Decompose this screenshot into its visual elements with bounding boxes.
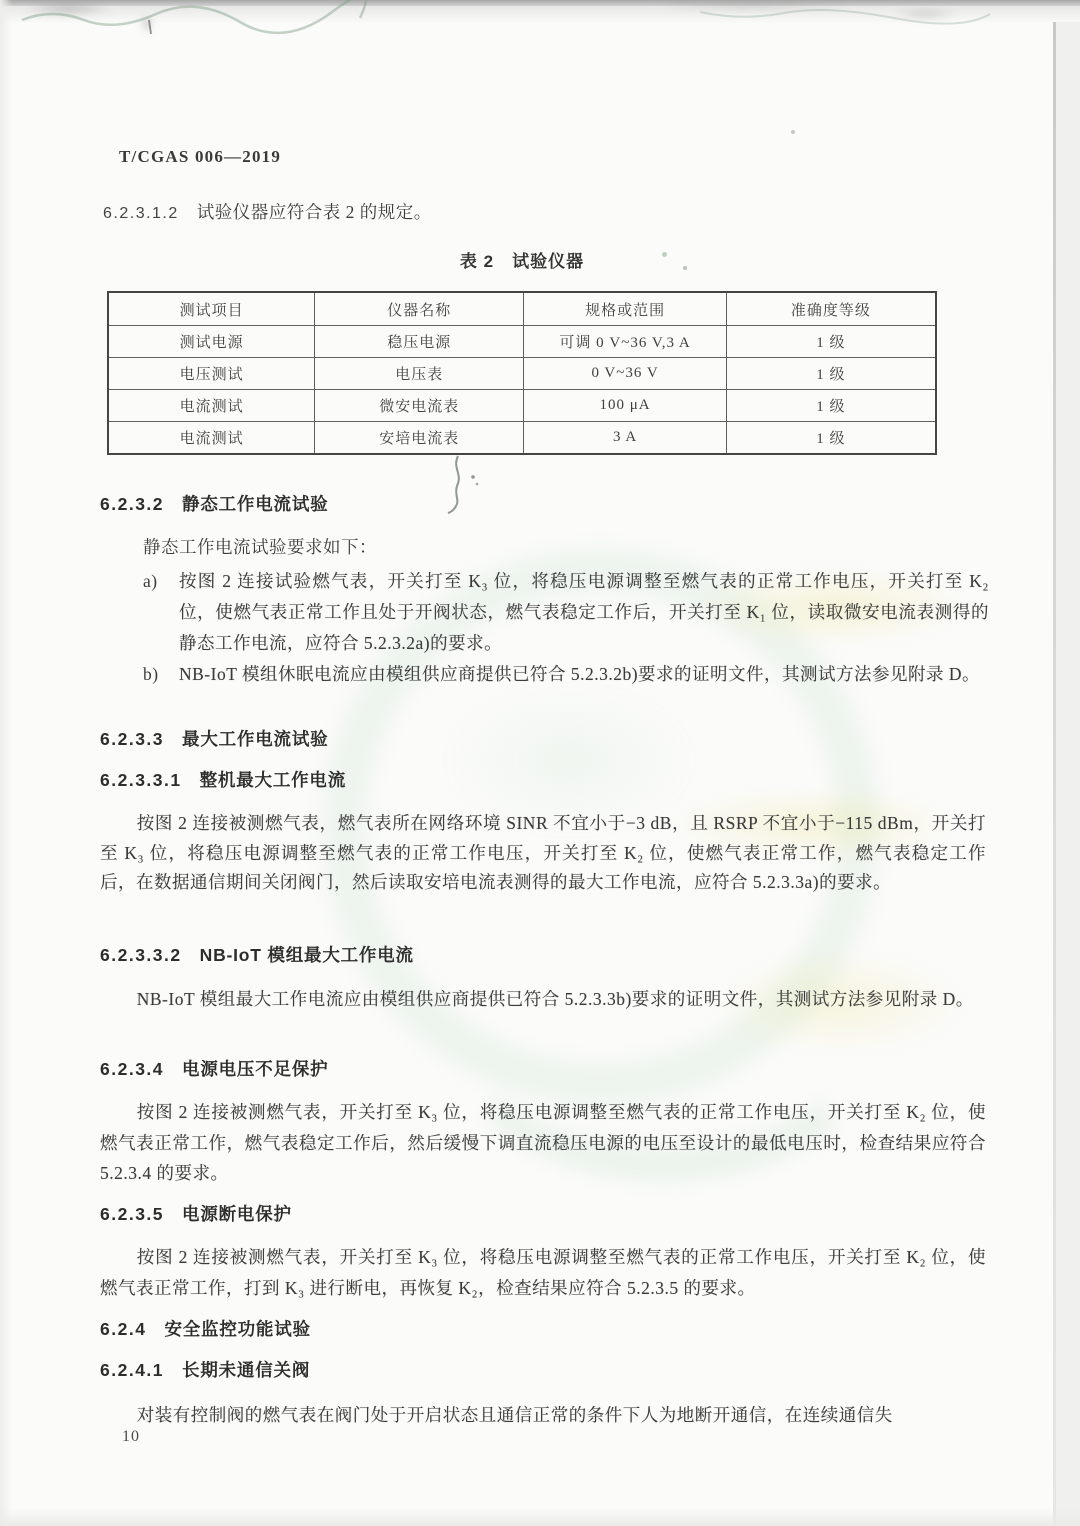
- table-row: [108, 390, 936, 422]
- heading-number: 6.2.3.4: [100, 1059, 165, 1079]
- table-cell: 1 级: [726, 390, 936, 422]
- table-cell: 可调 0 V~36 V,3 A: [524, 326, 726, 358]
- table-cell: 1 级: [726, 422, 936, 455]
- col-header: 规格或范围: [524, 292, 726, 326]
- test-instruments-table: [107, 291, 937, 455]
- heading-number: 6.2.4: [100, 1319, 147, 1339]
- heading-number: 6.2.3.5: [100, 1204, 165, 1224]
- scan-right-margin: [1056, 22, 1080, 1526]
- heading-number: 6.2.3.3: [100, 729, 165, 749]
- table-cell: 微安电流表: [315, 390, 524, 422]
- heading-6-2-3-3: [100, 726, 328, 751]
- col-header: 测试项目: [108, 292, 315, 326]
- list-item-b: [143, 659, 989, 690]
- heading-title: 长期未通信关阀: [182, 1360, 311, 1380]
- scan-right-edge: [1053, 22, 1056, 1526]
- table-cell: 3 A: [524, 422, 726, 455]
- heading-number: 6.2.3.3.1: [100, 770, 182, 790]
- scan-bottom-edge: [0, 1508, 1080, 1526]
- para-6-2-4-1: 对装有控制阀的燃气表在阀门处于开启状态且通信正常的条件下人为地断开通信，在连续通信失: [136, 1405, 893, 1425]
- para-6-2-3-4: 按图 2 连接被测燃气表，开关打至 K₃ 位，将稳压电源调整至燃气表的正常工作电压，开关打至 K₂ 位，使燃气表正常工作，燃气表稳定工作后，然后缓慢下调直流稳压电源的电压至设计的最低电压时，检查结果应符合 5.2.3.4 的要求。: [100, 1102, 986, 1183]
- top-scribble-marks: [0, 0, 1080, 52]
- table-cell: 0 V~36 V: [524, 358, 726, 390]
- table-cell: 电流测试: [108, 390, 315, 422]
- clause-number: 6.2.3.1.2: [103, 205, 179, 222]
- heading-title: NB-IoT 模组最大工作电流: [199, 945, 414, 965]
- para-6-2-3-5: 按图 2 连接被测燃气表，开关打至 K₃ 位，将稳压电源调整至燃气表的正常工作电压，开关打至 K₂ 位，使燃气表正常工作，打到 K₃ 进行断电，再恢复 K₂，检查结果应符合 5.2.3.5 的要求。: [100, 1247, 986, 1298]
- table-cell: 1 级: [726, 358, 936, 390]
- para-6-2-3-2-intro: 静态工作电流试验要求如下：: [143, 537, 377, 557]
- para-6-2-3-3-2: NB-IoT 模组最大工作电流应由模组供应商提供已符合 5.2.3.3b)要求的证明文件，其测试方法参见附录 D。: [136, 989, 974, 1009]
- heading-6-2-3-5: [100, 1201, 292, 1226]
- table-cell: 1 级: [726, 326, 936, 358]
- table-cell: 电压测试: [108, 358, 315, 390]
- scan-left-edge: [0, 0, 12, 1526]
- heading-title: 最大工作电流试验: [182, 729, 329, 749]
- heading-6-2-3-2: [100, 491, 328, 516]
- heading-6-2-4: [100, 1316, 311, 1341]
- clause-6-2-3-1-2: [103, 199, 432, 224]
- table-cell: 电压表: [315, 358, 524, 390]
- heading-number: 6.2.3.3.2: [100, 945, 182, 965]
- heading-title: 静态工作电流试验: [182, 494, 329, 514]
- list-item-label: a): [143, 571, 158, 591]
- heading-title: 电源断电保护: [182, 1204, 292, 1224]
- heading-number: 6.2.4.1: [100, 1360, 165, 1380]
- heading-6-2-4-1: [100, 1357, 310, 1382]
- list-item-text: NB-IoT 模组休眠电流应由模组供应商提供已符合 5.2.3.2b)要求的证明文件，其测试方法参见附录 D。: [179, 664, 981, 684]
- table-cell: 安培电流表: [315, 422, 524, 455]
- table-row: [108, 422, 936, 455]
- table-2-caption: 表 2 试验仪器: [459, 252, 585, 271]
- heading-number: 6.2.3.2: [100, 494, 165, 514]
- pen-squiggle-mark: [440, 453, 504, 525]
- page-number: 10: [122, 1428, 140, 1445]
- standard-code: T/CGAS 006—2019: [119, 147, 282, 166]
- table-row: [108, 358, 936, 390]
- list-item-text: 按图 2 连接试验燃气表，开关打至 K₃ 位，将稳压电源调整至燃气表的正常工作电压，开关打至 K₂ 位，使燃气表正常工作且处于开阀状态，燃气表稳定工作后，开关打至 K₁ 位，读取微安电流表测得的静态工作电流，应符合 5.2.3.2a)的要求。: [179, 571, 989, 653]
- list-6-2-3-2: [143, 566, 989, 690]
- col-header: 准确度等级: [726, 292, 936, 326]
- list-item-label: b): [143, 664, 159, 684]
- heading-6-2-3-3-1: [100, 767, 346, 792]
- table-cell: 100 μA: [524, 390, 726, 422]
- col-header: 仪器名称: [315, 292, 524, 326]
- table-cell: 电流测试: [108, 422, 315, 455]
- heading-6-2-3-3-2: [100, 942, 414, 967]
- list-item-a: [143, 566, 989, 659]
- table-cell: 测试电源: [108, 326, 315, 358]
- table-cell: 稳压电源: [315, 326, 524, 358]
- heading-title: 电源电压不足保护: [182, 1059, 329, 1079]
- table-header-row: [108, 292, 936, 326]
- heading-title: 整机最大工作电流: [199, 770, 347, 790]
- clause-text: 试验仪器应符合表 2 的规定。: [196, 202, 432, 222]
- table-row: [108, 326, 936, 358]
- heading-title: 安全监控功能试验: [164, 1319, 311, 1339]
- ink-speck: [791, 130, 795, 134]
- para-6-2-3-3-1: 按图 2 连接被测燃气表，燃气表所在网络环境 SINR 不宜小于−3 dB，且 RSRP 不宜小于−115 dBm，开关打至 K₃ 位，将稳压电源调整至燃气表的正常工作电压，开关打至 K₂ 位，使燃气表正常工作，燃气表稳定工作后，在数据通信期间关闭阀门，然后读取安培电流表测得的最大工作电流，应符合 5.2.3.3a)的要求。: [100, 813, 986, 892]
- heading-6-2-3-4: [100, 1056, 328, 1081]
